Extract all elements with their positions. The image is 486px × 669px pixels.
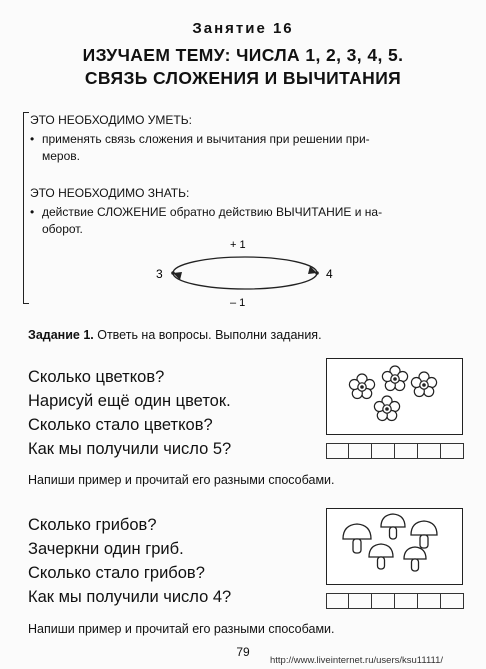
diagram-minus-one: – 1	[230, 297, 246, 308]
answer-cells-2[interactable]	[326, 593, 464, 609]
flowers-question-2: Нарисуй ещё один цветок.	[28, 392, 231, 410]
answer-cell[interactable]	[395, 443, 418, 459]
mushroom-icon	[369, 544, 393, 569]
knowledge-bullet-line1	[42, 204, 465, 221]
flowers-picture	[326, 358, 463, 435]
task-1	[28, 328, 322, 342]
mushrooms-question-3: Сколько стало грибов?	[28, 564, 205, 582]
mushrooms-picture	[326, 508, 463, 585]
text-fragment: обратно действию	[166, 205, 276, 219]
cycle-ellipse	[173, 257, 317, 289]
watermark-url: http://www.liveinternet.ru/users/ksu11111/	[270, 655, 444, 666]
hint-1: Напиши пример и прочитай его разными способами.	[28, 473, 335, 487]
answer-cell[interactable]	[326, 443, 349, 459]
answer-cell[interactable]	[349, 593, 372, 609]
right-dot	[315, 271, 319, 275]
flower-icon	[382, 366, 407, 391]
diagram-left-number: 3	[156, 267, 163, 281]
mushrooms-questions	[28, 513, 231, 609]
mushroom-icon	[343, 524, 371, 553]
skills-heading: ЭТО НЕОБХОДИМО УМЕТЬ:	[30, 113, 192, 127]
bullet-icon: •	[30, 205, 35, 219]
answer-cells-1[interactable]	[326, 443, 464, 459]
text-fragment: действие	[42, 205, 97, 219]
mushrooms-question-1: Сколько грибов?	[28, 516, 157, 534]
goals-bracket	[23, 112, 29, 304]
left-dot	[171, 271, 175, 275]
skills-bullet-line1: применять связь сложения и вычитания при решении при-	[42, 132, 370, 146]
mushrooms-question-4: Как мы получили число 4?	[28, 588, 232, 606]
flower-icon	[349, 374, 374, 399]
answer-cell[interactable]	[441, 443, 464, 459]
flower-icon	[374, 396, 399, 421]
addition-subtraction-diagram	[150, 236, 340, 308]
answer-cell[interactable]	[395, 593, 418, 609]
hint-2: Напиши пример и прочитай его разными способами.	[28, 622, 335, 636]
flowers-question-1: Сколько цветков?	[28, 368, 165, 386]
knowledge-bullet-line2: оборот.	[42, 222, 83, 236]
flower-icon	[411, 372, 436, 397]
diagram-plus-one: + 1	[230, 239, 246, 251]
answer-cell[interactable]	[349, 443, 372, 459]
flowers-questions	[28, 365, 231, 461]
word-subtraction: ВЫЧИТАНИЕ	[275, 205, 352, 219]
task-text: Ответь на вопросы. Выполни задания.	[93, 328, 322, 342]
flowers-illustration	[327, 359, 462, 434]
knowledge-heading: ЭТО НЕОБХОДИМО ЗНАТЬ:	[30, 186, 190, 200]
word-addition: СЛОЖЕНИЕ	[96, 205, 167, 219]
mushroom-icon	[411, 521, 437, 548]
answer-cell[interactable]	[372, 443, 395, 459]
page-number: 79	[236, 645, 250, 659]
flowers-question-4: Как мы получили число 5?	[28, 440, 232, 458]
answer-cell[interactable]	[418, 593, 441, 609]
answer-cell[interactable]	[418, 443, 441, 459]
mushroom-icon	[404, 547, 426, 571]
text-fragment: и на-	[351, 205, 383, 219]
answer-cell[interactable]	[372, 593, 395, 609]
lesson-number: Занятие 16	[192, 20, 294, 37]
mushrooms-illustration	[327, 509, 462, 584]
topic-title-line2: СВЯЗЬ СЛОЖЕНИЯ И ВЫЧИТАНИЯ	[84, 68, 402, 88]
bullet-icon: •	[30, 132, 35, 146]
topic-title-line1: ИЗУЧАЕМ ТЕМУ: ЧИСЛА 1, 2, 3, 4, 5.	[82, 45, 404, 65]
diagram-right-number: 4	[326, 267, 333, 281]
mushroom-icon	[381, 514, 405, 539]
skills-bullet-line2: меров.	[42, 149, 80, 163]
answer-cell[interactable]	[326, 593, 349, 609]
flowers-question-3: Сколько стало цветков?	[28, 416, 213, 434]
answer-cell[interactable]	[441, 593, 464, 609]
task-label: Задание 1.	[28, 328, 94, 342]
mushrooms-question-2: Зачеркни один гриб.	[28, 540, 184, 558]
